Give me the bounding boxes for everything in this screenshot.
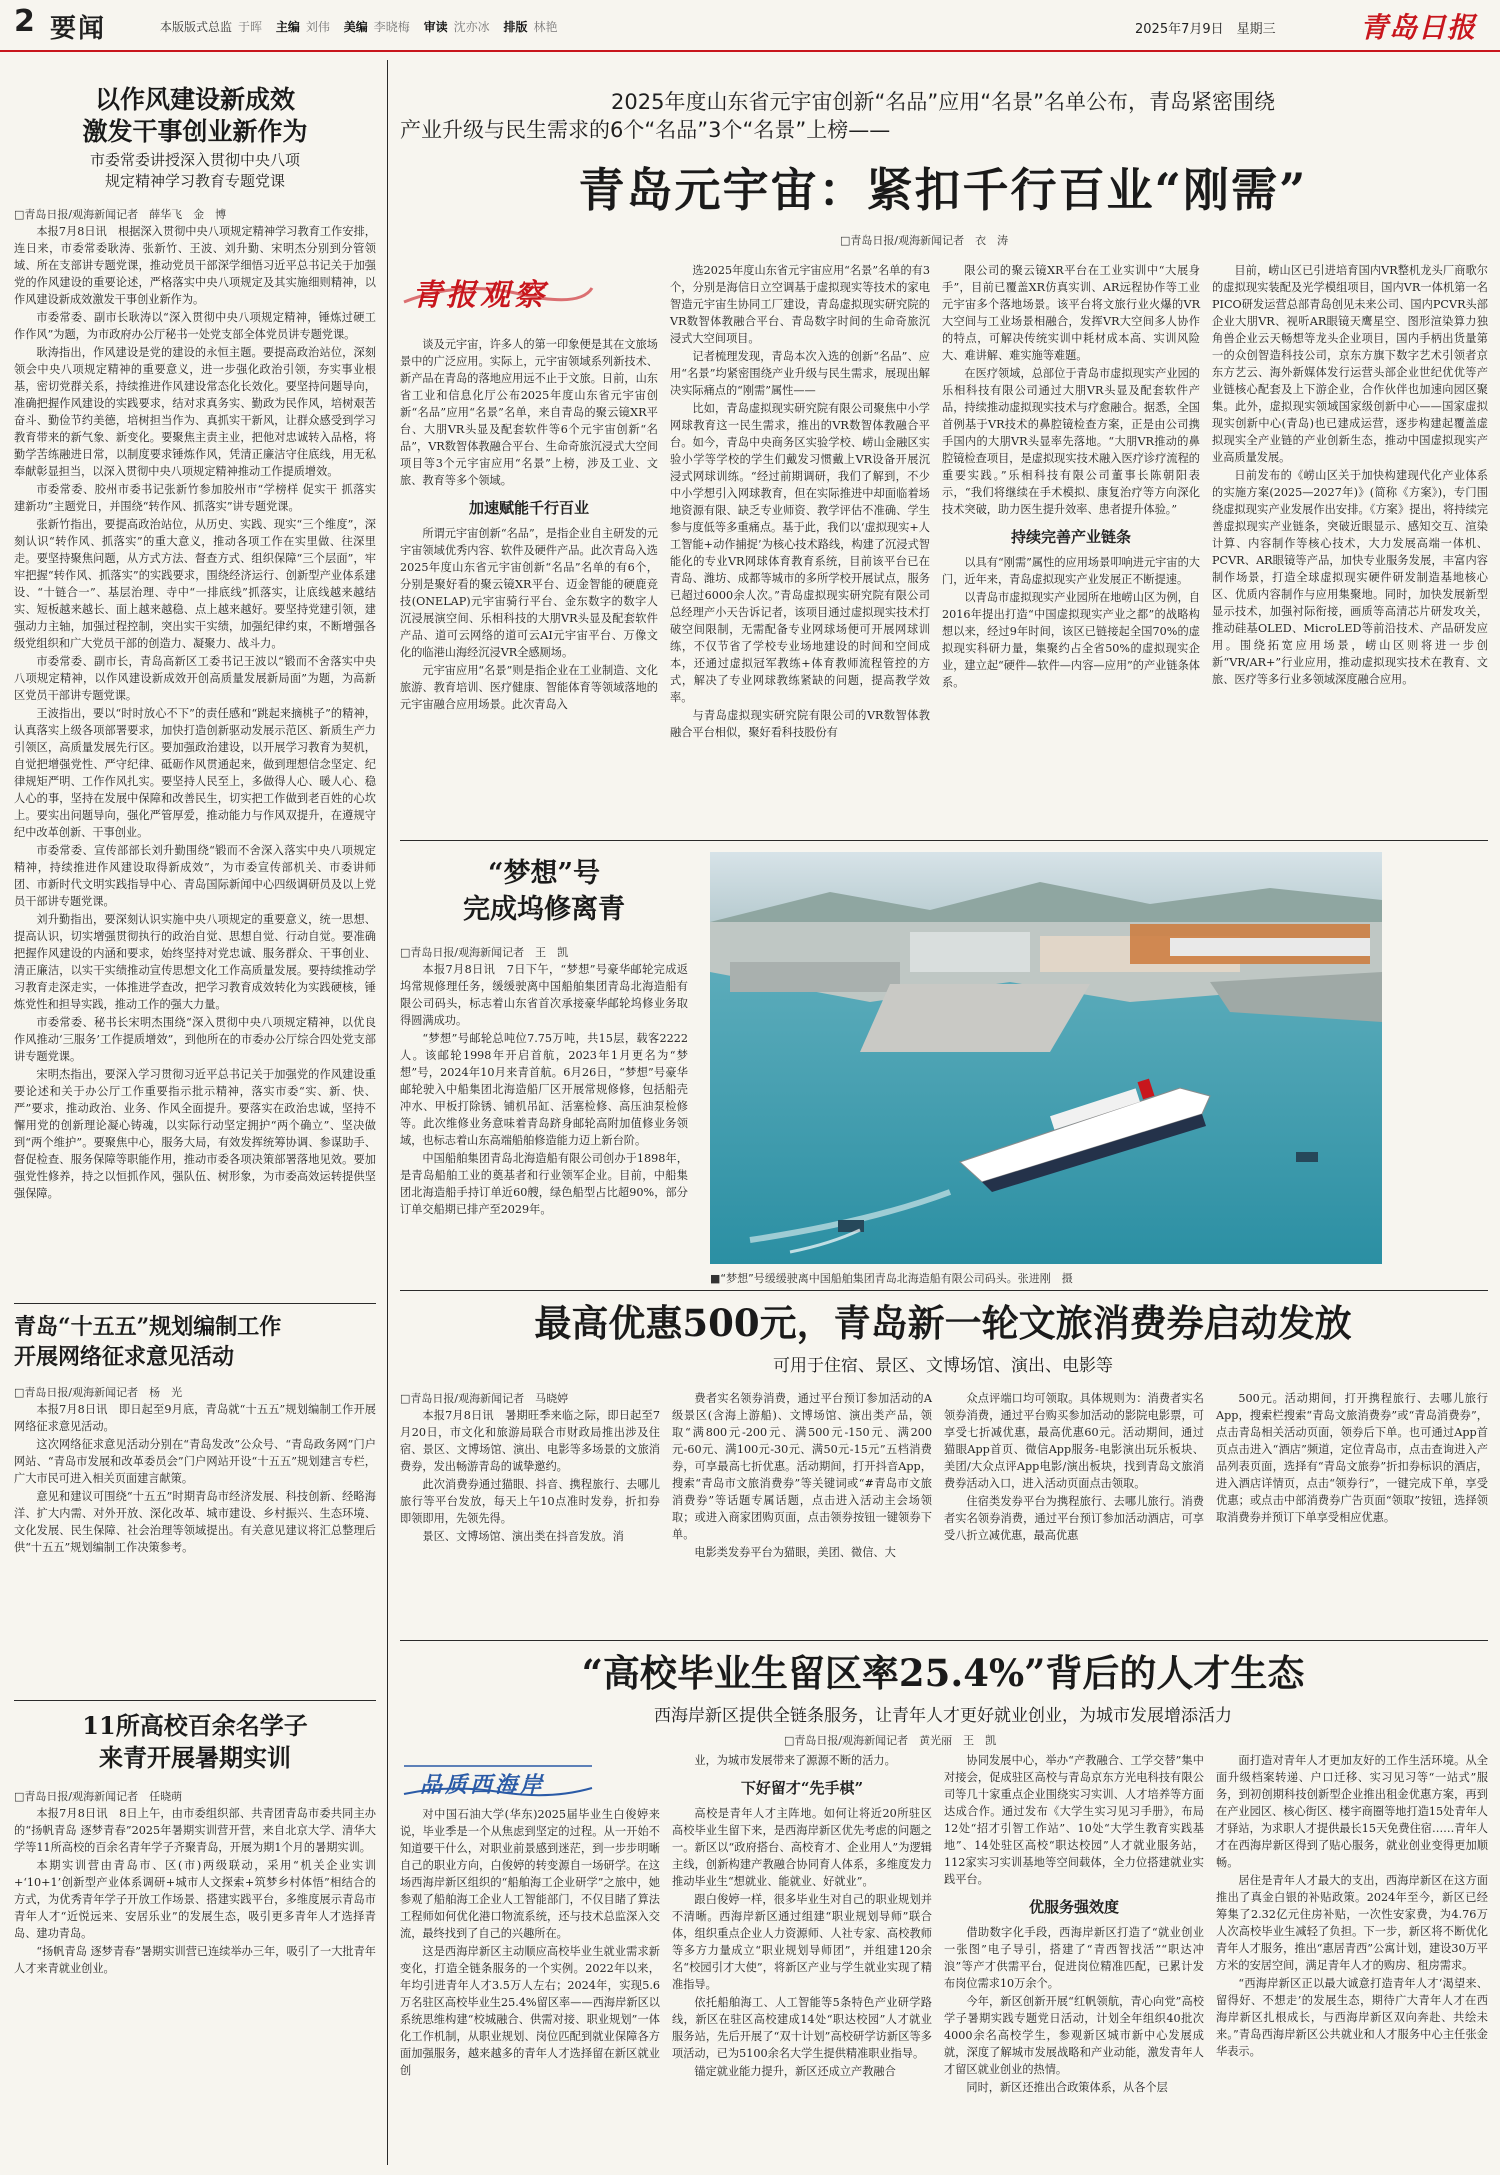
subheading: 优服务强效度 [1028,1898,1119,1916]
byline: □青岛日报/观海新闻记者 黄光丽 王 凯 [784,1734,997,1747]
staff-name: 李晓梅 [373,20,410,34]
main-col-4 [1212,262,1488,689]
paragraph: 锚定就业能力提升，新区还成立产教融合 [694,2065,896,2078]
paragraph: 本报7月8日讯 8日上午，由市委组织部、共青团青岛市委共同主办的“扬帆青岛 逐梦青春”2025年暑期实训营开营，来自北京大学、清华大学等11所高校的百余名青年学子齐聚青岛，开展为期1个月的暑期实训。 [14,1807,376,1854]
column-flag [400,262,596,322]
paragraph: 市委常委、宣传部部长刘升勤围绕“锻而不舍深入落实中央八项规定精神，持续推进作风建设取得新成效”，为市委宣传部机关、市委讲师团、市新时代文明实践指导中心、青岛国际新闻中心四级调研员及以上党员干部讲专题党课。 [14,844,376,908]
byline: □青岛日报/观海新闻记者 马晓婷 [400,1392,569,1405]
col-body [672,1390,932,1561]
voucher-col-4 [1216,1390,1488,1527]
section-divider [14,1303,376,1304]
kicker-line: 2025年度山东省元宇宙创新“名品”应用“名景”名单公布，青岛紧密围绕 [611,90,1275,114]
dream-ship-body [400,961,688,1218]
universities-title: 11所高校百余名学子 [82,1711,308,1740]
voucher-subtitle: 可用于住宿、景区、文博场馆、演出、电影等 [773,1356,1113,1376]
paragraph: 比如，青岛虚拟现实研究院有限公司聚焦中小学网球教育这一民生需求，推出的VR数智体教融合平台。如今，青岛中央商务区实验学校、崂山金融区实验小学等学校的学生们戴发习惯戴上VR设备开展沉浸式网球训练。“经过前期调研，我们了解到，不少中小学想引入网球教育，但在实际推进中却面临着场地资源有限、缺乏专业师资、教学评估不准确、学生参与度低等多重痛点。基于此，我们以‘虚拟现实+人工智能+动作捕捉’为核心技术路线，构建了沉浸式智能化的专业VR网球体育教育系统，目前该平台已在青岛、潍坊、成都等城市的多所学校开展试点，服务已超过6000余人次。”青岛虚拟现实研究院有限公司总经理产小天告诉记者，该项目通过虚拟现实技术打破空间限制，无需配备专业网球场便可开展网球训练，不仅节省了学校专业场地建设的时间和空间成本，还通过虚拟冠军教练+体育教师流程管控的方式，解决了专业网球教练紧缺的问题，提高教学效率。 [670,402,930,704]
graduates-col-1 [400,1806,660,2080]
paragraph: 宋明杰指出，要深入学习贯彻习近平总书记关于加强党的作风建设重要论述和关于办公厅工作重要指示批示精神，落实市委“实、新、快、严”要求，推动政治、业务、作风全面提升。要落实在政治忠诚，坚持不懈用党的创新理论凝心铸魂，以实际行动坚定拥护“两个确立”、坚决做到“两个维护”。要聚焦中心，服务大局，有效发挥统筹协调、参谋助手、督促检查、服务保障等职能作用，推动市委各项决策部署落地见效。要加强党性修养，持之以恒抓作风，强队伍、树形象，为市委高效运转提供坚强保障。 [14,1068,376,1200]
paragraph: 元宇宙应用“名景”则是指企业在工业制造、文化旅游、教育培训、医疗健康、智能体育等领域落地的元宇宙融合应用场景。此次青岛入 [400,664,658,711]
staff-list [160,18,557,35]
paragraph: 本报7月8日讯 暑期旺季来临之际，即日起至7月20日，市文化和旅游局联合市财政局推出涉及住宿、景区、文博场馆、演出、电影等多场景的文旅消费券，发出畅游青岛的诚挚邀约。 [400,1409,660,1473]
left-article-body [14,223,376,1202]
column-divider [387,60,388,2165]
col-body [944,1924,1204,2096]
paragraph: 高校是青年人才主阵地。如何让将近20所驻区高校毕业生留下来，是西海岸新区优先考虑的问题之一。新区以“政府搭台、高校育才、企业用人”为逻辑主线，创新构建产教融合协同育人体系，多维度发力推动毕业生“想就业、能就业、好就业”。 [672,1807,932,1888]
paragraph: 住宿类发券平台为携程旅行、去哪儿旅行。消费者实名领券消费，通过平台预订参加活动酒店，可享受八折立减优惠，最高优惠 [944,1495,1204,1542]
paragraph: 以青岛市虚拟现实产业园所在地崂山区为例，自2016年提出打造“中国虚拟现实产业之都”的战略构想以来，经过9年时间，该区已链接起全国70%的虚拟现实科研力量，集聚约占全省50%的虚拟现实企业，建立起“硬件—软件—内容—应用”的产业链条体系。 [942,591,1200,689]
paragraph: 限公司的聚云镜XR平台在工业实训中“大展身手”，目前已覆盖XR仿真实训、AR远程协作等工业元宇宙多个落地场景。该平台将文旅行业火爆的VR大空间与工业场景相融合，发挥VR大空间多人协作的特点，可解决传统实训中耗材成本高、实训风险大、难讲解、难实施等难题。 [942,264,1200,362]
plan-article [14,1312,376,1557]
left-article-subtitle: 规定精神学习教育专题党课 [104,172,285,190]
weekday-text: 星期三 [1236,22,1276,37]
graduates-col-3 [944,1752,1204,2097]
col-body [1216,1390,1488,1526]
paragraph: 耿涛指出，作风建设是党的建设的永恒主题。要提高政治站位，深刻领会中央八项规定精神的重要意义，进一步强化政治引领，夯实事业根基，密切党群关系，持续推进作风建设常态化长效化。要坚持问题导向，准确把握作风建设的实践要求，结对求真务实、勤政为民作风，培树艰苦奋斗、勤俭节约美德，培树担当作为、真抓实干新风，让群众感受到学习教育带来的新气象、新变化。要聚焦主责主业，把他对忠诚转入品格，将勤学苦练融进日常，以制度要求锤炼作风，凭清正廉洁守住底线，用无私奉献彰显担当，以深入贯彻中央八项规定精神推动工作提质增效。 [14,346,376,478]
subheading: 持续完善产业链条 [1010,528,1131,546]
staff-role: 审读 [423,20,448,34]
paragraph: 目前，崂山区已引进培育国内VR整机龙头厂商歌尔的虚拟现实装配及光学模组项目，国内VR一体机第一名PICO研发运营总部青岛创见未来公司、国内PCVR头部企业大朋VR、视听AR眼镜天鹰星空、图形渲染算力独角兽企业云天畅想等龙头企业项目，国内手柄出货量第一的众创智造科技公司，京东方旗下数字艺术引领者京东方艺云、海外新媒体发行运营头部企业世纪优优等产业链核心配套及上下游企业，合作伙伴也加速向园区聚集。此外，虚拟现实领域国家级创新中心——国家虚拟现实创新中心(青岛)也已建成运营，逐步构建起覆盖虚拟现实全产业链的产业创新生态，推动中国虚拟现实产业高质量发展。 [1212,264,1488,464]
staff-role: 本版版式总监 [160,20,233,34]
universities-article [14,1710,376,1978]
col-body [942,554,1200,691]
staff-name: 林艳 [533,20,558,34]
voucher-col-3 [944,1390,1204,1545]
col-body [1216,1752,1488,2060]
paragraph: 今年，新区创新开展“红帆领航，青心向党”高校学子暑期实践专题党日活动，计划全年组织40批次4000余名高校学生，参观新区城市新中心发展成就，深度了解城市发展战略和产业动能，激发青年人才留区就业创业的热情。 [944,1995,1204,2076]
byline: □青岛日报/观海新闻记者 王 凯 [400,946,569,959]
paragraph: 市委常委、副市长耿涛以“深入贯彻中央八项规定精神，锤炼过硬工作作风”为题，为市政府办公厅秘书一处党支部全体党员讲专题党课。 [14,311,376,341]
paragraph: 对中国石油大学(华东)2025届毕业生白俊婷来说，毕业季是一个从焦虑到坚定的过程。从一开始不知道要干什么，对职业前景感到迷茫，到一步步明晰自己的职业方向，白俊婷的转变源自一场研学。在这场西海岸新区组织的“船舶海工企业研学”之旅中，她参观了船舶海工企业人工智能部门，不仅目睹了算法工程师如何优化港口物流系统，还与技术总监深入交流，最终找到了自己的兴趣所在。 [400,1808,660,1940]
col-body [944,1752,1204,1888]
paragraph: 面打造对青年人才更加友好的工作生活环境。从全面升级档案转递、户口迁移、实习见习等“一站式”服务，到初创期科技创新型企业推出租金优惠方案，再到在产业园区、核心街区、楼宇商圈等地打造15处青年人才驿站，为求职人才提供最长15天免费住宿……青年人才在西海岸新区得到了贴心服务，就业创业变得更加顺畅。 [1216,1754,1488,1869]
plan-title: 青岛“十五五”规划编制工作 [14,1314,282,1340]
staff-name: 沈亦冰 [453,20,490,34]
graduates-subtitle: 西海岸新区提供全链条服务，让青年人才更好就业创业，为城市发展增添活力 [654,1706,1232,1726]
main-col-1 [400,336,658,714]
section-divider [400,1640,1488,1641]
flag-text: 青报观察 [412,278,548,313]
main-article-title: 青岛元宇宙：紧扣千行百业“刚需” [578,163,1308,217]
col-body [672,1805,932,2080]
subheading: 下好留才“先手棋” [740,1779,864,1797]
section-divider [400,1290,1488,1291]
left-article-subtitle: 市委常委讲授深入贯彻中央八项 [89,151,300,169]
main-col-3 [942,262,1200,692]
paragraph: 同时，新区还推出合政策体系，从各个层 [966,2081,1168,2094]
column-flag [400,1754,596,1800]
subheading: 加速赋能千行百业 [468,499,589,517]
col-body [400,336,658,489]
paragraph: 市委常委、秘书长宋明杰围绕“深入贯彻中央八项规定精神，以优良作风推动‘三服务’工作提质增效”，到他所在的市委办公厅综合四处党支部讲专题党课。 [14,1016,376,1063]
voucher-title: 最高优惠500元，青岛新一轮文旅消费券启动发放 [534,1301,1352,1345]
staff-name: 于晖 [238,20,263,34]
paragraph: 费者实名领券消费，通过平台预订参加活动的A级景区(含海上游船)、文博场馆、演出类产品，领取“满800元-200元、满500元-150元、满200元-60元、满100元-30元、满50元-15元”五档消费券，可享最高七折优惠。活动期间，打开抖音App，搜索“青岛市文旅消费券”等关键词或“#青岛市文旅消费券”等话题专属话题，点击进入活动主会场领取；或进入商家团购页面，点击领券按钮一键领券下单。 [672,1392,932,1541]
main-col-2 [670,262,930,742]
issue-date [1135,18,1276,37]
left-article-title: 以作风建设新成效 [94,85,295,114]
staff-role: 美编 [343,20,368,34]
paragraph: “西海岸新区正以最大诚意打造青年人才‘渴望来、留得好、不想走’的发展生态，期待广大青年人才在西海岸新区扎根成长，与西海岸新区双向奔赴、共绘未来。”青岛西海岸新区公共就业和人才服务中心主任张金华表示。 [1216,1977,1488,2058]
paragraph: 这是西海岸新区主动顺应高校毕业生就业需求新变化，打造全链条服务的一个实例。2022年以来，年均引进青年人才3.5万人左右；2024年，实现5.6万名驻区高校毕业生25.4%留区率——西海岸新区以系统思维构建“校城融合、供需对接、职业规划”一体化工作机制，从职业规划、岗位匹配到就业保障各方面加强服务，越来越多的青年人才选择留在新区就业创 [400,1945,660,2077]
page-header [0,0,1500,52]
graduates-col-4 [1216,1752,1488,2061]
dream-ship-title: “梦想”号 [487,858,601,889]
paragraph: 市委常委、副市长，青岛高新区工委书记王波以“锻而不舍落实中央八项规定精神，以作风建设新成效开创高质量发展新局面”为题，为高新区党员干部讲专题党课。 [14,655,376,702]
main-article-kicker [400,88,1486,144]
staff-role: 主编 [275,20,300,34]
dream-ship-article [400,856,688,1219]
date-text: 2025年7月9日 [1135,22,1224,37]
cruise-ship-illustration [710,852,1382,1264]
paragraph: 景区、文博场馆、演出类在抖音发放。消 [422,1530,624,1543]
paragraph: 500元。活动期间，打开携程旅行、去哪儿旅行App，搜索栏搜索“青岛文旅消费券”或“青岛消费券”，点击青岛相关活动页面，领券后下单。也可通过App首页点击进入“酒店”频道，定位青岛市，点击查询进入产品列表页面，选择有“青岛文旅券”折扣券标识的酒店，进入酒店详情页，点击“领券行”，一键完成下单，享受优惠；或点击中部消费券广告页面“领取”按钮，选择领取消费券并预订下单享受相应优惠。 [1216,1392,1488,1524]
paragraph: 本报7月8日讯 即日起至9月底，青岛就“十五五”规划编制工作开展网络征求意见活动。 [14,1403,376,1433]
col-body [400,1407,660,1545]
paragraph: 本报7月8日讯 7日下午，“梦想”号豪华邮轮完成返坞常规修理任务，缓缓驶离中国船舶集团青岛北海造船有限公司码头，标志着山东省首次承接豪华邮轮坞修业务取得圆满成功。 [400,963,688,1027]
paragraph: “梦想”号邮轮总吨位7.75万吨，共15层，载客2222人。该邮轮1998年开启首航，2023年1月更名为“梦想”号，2024年10月来青首航。6月26日，“梦想”号豪华邮轮驶入中船集团北海造船厂区开展常规修修，包括船壳冲水、甲板打除锈、铺机吊缸、活塞检修、高压油泵检修等。此次维修业务意味着青岛跻身邮轮高附加值修业务领域，也标志着山东高端船舶修造能力迈上新台阶。 [400,1032,688,1147]
left-article [14,84,376,1203]
ship-photo [710,852,1382,1264]
paragraph: 记者梳理发现，青岛本次入选的创新“名品”、应用“名景”均紧密围绕产业升级与民生需求，展现出解决实际痛点的“刚需”属性—— [670,350,930,397]
paragraph: 选2025年度山东省元宇宙应用“名景”名单的有3个，分别是海信日立空调基于虚拟现实等技术的家电智造元宇宙生协同工厂建设，青岛虚拟现实研究院的VR数智体教融合平台、青岛数字时间的生命奇旅沉浸式大空间项目。 [670,264,930,345]
photo-caption: ■“梦想”号缓缓驶离中国船舶集团青岛北海造船有限公司码头。张进刚 摄 [710,1272,1073,1285]
paragraph: 市委常委、胶州市委书记张新竹参加胶州市“学榜样 促实干 抓落实 建新功”主题党日，并围绕“转作风、抓落实”讲专题党课。 [14,483,376,513]
paragraph: 本期实训营由青岛市、区(市)两级联动，采用“机关企业实训+‘10+1’创新型产业体系调研+城市人文探索+筑梦乡村体悟”相结合的方式，为优秀青年学子开放工作场景、搭建实践平台，多维度展示青岛市青年人才“近悦远来、安居乐业”的发展生态，吸引更多青年人才选择青岛、建功青岛。 [14,1859,376,1940]
paragraph: 电影类发券平台为猫眼，美团、微信、大 [694,1546,896,1559]
paragraph: 协同发展中心，举办“产教融合、工学交替”集中对接会，促成驻区高校与青岛京东方光电科技有限公司等几十家重点企业围绕实习实训、人才培养等方面达成合作。通过发布《大学生实习见习手册》，布局12处“招才引智工作站”、10处“大学生教育实践基地”、14处驻区高校“职达校园”人才就业服务站，112家实习实训基地等空间载体，全力位搭建就业实践平台。 [944,1754,1204,1886]
paragraph: 本报7月8日讯 根据深入贯彻中央八项规定精神学习教育工作安排，连日来，市委常委耿涛、张新竹、王波、刘升勤、宋明杰分别到分管领域、所在支部讲专题党课，推动党员干部深学细悟习近平总书记关于加强党的作风建设的重要论述，严格落实中央八项规定及其实施细则精神，以作风建设新成效激发干事创业新作为。 [14,225,376,306]
section-name: 要闻 [50,14,107,44]
staff-role: 排版 [503,20,528,34]
paragraph: 以具有“刚需”属性的应用场景叩响进元宇宙的大门，近年来，青岛虚拟现实产业发展正不断提速。 [942,556,1200,586]
paragraph: 业，为城市发展带来了源源不断的活力。 [694,1754,896,1767]
voucher-col-2 [672,1390,932,1562]
paragraph: “扬帆青岛 逐梦青春”暑期实训营已连续举办三年，吸引了一大批青年人才来青就业创业。 [14,1945,376,1975]
universities-body [14,1805,376,1977]
plan-body [14,1401,376,1556]
staff-name: 刘伟 [305,20,330,34]
plan-title: 开展网络征求意见活动 [14,1344,235,1370]
col-body [400,1806,660,2079]
col-body [942,262,1200,518]
paragraph: 依托船舶海工、人工智能等5条特色产业研学路线，新区在驻区高校建成14处“职达校园”人才就业服务站，先后开展了“双十计划”高校研学访新区等多项活动，已为5100余名大学生提供精准职业指导。 [672,1996,932,2060]
paragraph: 这次网络征求意见活动分别在“青岛发改”公众号、“青岛政务网”门户网站、“青岛市发展和改革委员会”门户网站开设“十五五”规划建言专栏，广大市民可进入相关页面建言献策。 [14,1438,376,1485]
voucher-col-1 [400,1390,660,1546]
paragraph: 在医疗领域，总部位于青岛市虚拟现实产业园的乐相科技有限公司通过大朋VR头显及配套软件产品，持续推动虚拟现实技术与疗愈融合。据悉，全国首例基于VR技术的鼻腔镜检查方案，正是由公司携手国内的大朋VR头显率先落地。“大朋VR推动的鼻腔镜检查项目，是虚拟现实技术融入医疗诊疗流程的重要实践。”乐相科技有限公司董事长陈朝阳表示，“我们将继续在手术模拟、康复治疗等方向深化技术突破，助力医生提升效率、患者提升体验。” [942,367,1200,516]
paragraph: 刘升勤指出，要深刻认识实施中央八项规定的重要意义，统一思想、提高认识，切实增强贯彻执行的政治自觉、思想自觉、行动自觉。要准确把握作风建设的内涵和要求，始终坚持对党忠诚、服务群众、干事创业、清正廉洁，以实干实绩推动宣传思想文化工作高质量发展。要持续推动学习教育走深走实，一体推进学查改，把学习教育成效转化为实践硬核，锤炼党性和担导实践，推动工作的强大力量。 [14,913,376,1011]
paragraph: 众点评端口均可领取。具体规则为：消费者实名领券消费，通过平台购买参加活动的影院电影票，可享受七折减优惠，最高优惠60元。活动期间，通过猫眼App首页、微信App服务-电影演出玩乐板块、美团/大众点评App电影/演出板块，找到青岛文旅消费券活动入口，进入活动页面点击领取。 [944,1392,1204,1490]
byline: □青岛日报/观海新闻记者 衣 涛 [840,234,1009,247]
col-body [672,1752,932,1769]
paragraph: 王波指出，要以“时时放心不下”的责任感和“跳起来摘桃子”的精神，认真落实上级各项部署要求，加快打造创新驱动发展示范区、新质生产力引领区，高质量发展先行区。要加强政治建设，以开展学习教育为契机，自觉把增强党性、严守纪律、砥砺作风贯通起来，做到理想信念坚定、纪律规矩严明、工作作风扎实。要坚持人民至上，多做得人心、暖人心、稳人心的事，坚持在发展中保障和改善民生，切实把工作做到老百姓的心坎上。要实出问题导向，强化严管厚爱，推动能力与作风双提升，在遵规守纪中改革创新、干事创业。 [14,707,376,839]
paragraph: 与青岛虚拟现实研究院有限公司的VR数智体教融合平台相似，聚好看科技股份有 [670,709,930,739]
newspaper-logo: 青岛日报 [1360,11,1477,44]
section-divider [14,1700,376,1701]
col-body [1212,262,1488,688]
graduates-title: “高校毕业生留区率25.4%”背后的人才生态 [581,1651,1305,1695]
byline: □青岛日报/观海新闻记者 杨 光 [14,1386,183,1399]
byline: □青岛日报/观海新闻记者 薛华飞 金 博 [14,208,227,221]
paragraph: 此次消费券通过猫眼、抖音、携程旅行、去哪儿旅行等平台发放，每天上午10点准时发券，折扣券即领即用，先领先得。 [400,1478,660,1525]
col-body [670,262,930,741]
left-article-title: 激发干事创业新作为 [82,117,308,146]
flag-text: 品质西海岸 [420,1772,546,1798]
paragraph: 跟白俊婷一样，很多毕业生对自己的职业规划并不清晰。西海岸新区通过组建“职业规划导师”联合体，组织重点企业人力资源师、人社专家、高校教师等多方力量成立“职业规划导师团”，并组建120余名“校园引才大使”，将新区产业与学生就业实现了精准指导。 [672,1893,932,1991]
section-divider [400,840,1488,841]
col-body [944,1390,1204,1544]
graduates-col-2 [672,1752,932,2081]
paragraph: 借助数字化手段，西海岸新区打造了“就业创业一张图”电子导引，搭建了“青西智找活”“职达冲浪”等产才供需平台，促进岗位精准匹配，已累计发布岗位需求10万余个。 [944,1926,1204,1990]
paragraph: 居住是青年人才最大的支出，西海岸新区在这方面推出了真金白银的补贴政策。2024年至今，新区已经筹集了2.32亿元住房补贴，一次性安家费，为4.76万人次高校毕业生减轻了负担。下一步，新区将不断优化青年人才服务，推出“惠居青西”公寓计划，建设30万平方米的安居空间，满足青年人才的购房、租房需求。 [1216,1874,1488,1972]
paragraph: 谈及元宇宙，许多人的第一印象便是其在文旅场景中的广泛应用。实际上，元宇宙领域系列新技术、新产品在青岛的落地应用远不止于文旅。日前，山东省工业和信息化厅公布2025年度山东省元宇宙创新“名品”应用“名景”名单，来自青岛的聚云镜XR平台、大朋VR头显及配套软件等6个元宇宙创新“名品”，VR数智体教融合平台、生命奇旅沉浸式大空间项目等3个元宇宙应用“名景”上榜，涉及工业、文旅、教育等多个领域。 [400,338,658,487]
page-number: 2 [14,4,35,39]
kicker-line: 产业升级与民生需求的6个“名品”3个“名景”上榜—— [400,118,891,142]
universities-title: 来青开展暑期实训 [99,1743,291,1772]
paragraph: 意见和建议可围绕“十五五”时期青岛市经济发展、科技创新、经略海洋、扩大内需、对外开放、深化改革、城市建设、乡村振兴、生态环境、文化发展、民生保障、社会治理等领域提出。有关意见建议将汇总整理后供“十五五”规划编制工作决策参考。 [14,1490,376,1554]
paragraph: 张新竹指出，要提高政治站位，从历史、实践、现实“三个维度”，深刻认识“转作风、抓落实”的重大意义，推动各项工作在实里做、往深里走。要坚持聚焦问题，从方式方法、督查方式、组织保障“三个层面”，牢牢把握“转作风、抓落实”的实践要求，围绕经济运行、创新型产业体系建设、“十链合一”、基层治理、寺中“一排底线”抓落实，让底线越来越结实、短板越来越长、面上越来越稳、点上越来越好。要坚持党建引领，建强动力主轴，加强过程控制，突出实干实绩，加强纪律约束，不断增强各级党组织和广大党员干部的创造力、凝聚力、战斗力。 [14,518,376,650]
dream-ship-title: 完成坞修离青 [463,894,625,925]
byline: □青岛日报/观海新闻记者 任晓萌 [14,1790,183,1803]
paragraph: 所谓元宇宙创新“名品”，是指企业自主研发的元宇宙领域优秀内容、软件及硬件产品。此次青岛入选2025年度山东省元宇宙创新“名品”名单的有6个，分别是聚好看的聚云镜XR平台、迈金智能的硬鹿竞技(ONELAP)元宇宙骑行平台、金东数字的数字人沉浸展演空间、乐相科技的大朋VR头显及配套软件产品、道可云网络的道可云AI元宇宙平台、万像文化的临港山海经沉浸VR全感厕场。 [400,527,658,659]
paragraph: 中国船舶集团青岛北海造船有限公司创办于1898年，是青岛船舶工业的奠基者和行业领军企业。目前，中船集团北海造船手持订单近60艘，绿色船型占比超90%，部分订单交船期已排产至2029年。 [400,1152,688,1216]
paragraph: 日前发布的《崂山区关于加快构建现代化产业体系的实施方案(2025—2027年)》(简称《方案》)，专门围绕虚拟现实产业发展作出安排。《方案》提出，将持续完善虚拟现实产业链条，突破近眼显示、感知交互、渲染计算、内容制作等核心技术，大力发展高端一体机、PCVR、AR眼镜等产品，加快专业服务发展，丰富内容制作场景，打造全球虚拟现实硬件研发制造基地核心区、优质内容制作与应用集聚地。同时，加快发展新型显示技术，加强衬际衔接，画质等高清芯片研发攻关，推动硅基OLED、MicroLED等前沿技术、产品研发应用。围绕拓宽应用场景，崂山区则将进一步创新“VR/AR+”行业应用，推动虚拟现实技术在教育、文旅、医疗等多行业多领域深度融合应用。 [1212,469,1488,686]
col-body [400,525,658,713]
